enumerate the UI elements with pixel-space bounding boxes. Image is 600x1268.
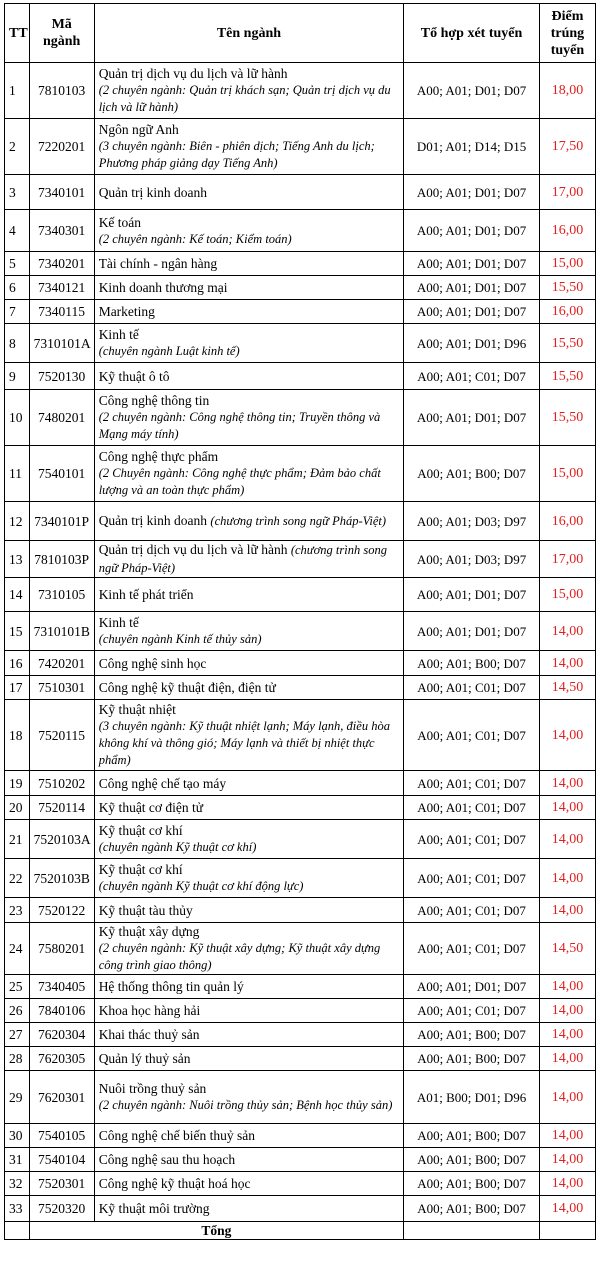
specialization-note: (2 chuyên ngành: Kỹ thuật xây dựng; Kỹ thuật xây dựng công trình giao thông) <box>98 941 381 972</box>
major-code: 7340201 <box>29 252 94 276</box>
major-name: Công nghệ sinh học <box>98 655 207 671</box>
major-name-cell <box>94 446 404 502</box>
table-row <box>5 999 596 1023</box>
major-name: Kỹ thuật cơ khí <box>98 862 183 877</box>
major-code: 7310101B <box>29 612 94 651</box>
subject-combination: A00; A01; C01; D07 <box>404 676 540 700</box>
subject-combination: A00; A01; B00; D07 <box>404 1023 540 1047</box>
specialization-note: (chuyên ngành Kỹ thuật cơ khí động lực) <box>98 879 304 893</box>
row-number: 32 <box>5 1172 30 1196</box>
major-name-cell <box>94 119 404 175</box>
table-row <box>5 700 596 771</box>
major-name: Công nghệ chế tạo máy <box>98 775 227 791</box>
major-name-cell <box>94 578 404 612</box>
subject-combination: A00; A01; C01; D07 <box>404 859 540 898</box>
admission-score: 16,00 <box>539 300 595 324</box>
subject-combination: A00; A01; B00; D07 <box>404 1124 540 1148</box>
header-tt: TT <box>5 4 30 63</box>
major-name-cell <box>94 390 404 446</box>
admission-score: 14,00 <box>539 612 595 651</box>
major-name-cell <box>94 252 404 276</box>
admission-score: 14,00 <box>539 859 595 898</box>
row-number: 22 <box>5 859 30 898</box>
row-number: 19 <box>5 771 30 796</box>
major-name-cell <box>94 820 404 859</box>
subject-combination: A00; A01; D01; D07 <box>404 300 540 324</box>
table-row <box>5 1047 596 1071</box>
specialization-note: (chuyên ngành Kỹ thuật cơ khí) <box>98 840 257 854</box>
major-name-cell <box>94 300 404 324</box>
major-code: 7620305 <box>29 1047 94 1071</box>
row-number: 23 <box>5 898 30 923</box>
subject-combination: A00; A01; B00; D07 <box>404 1196 540 1222</box>
major-name-cell <box>94 975 404 999</box>
total-score-blank <box>539 1222 595 1240</box>
header-row <box>5 4 596 63</box>
admission-score: 14,00 <box>539 1071 595 1124</box>
table-row <box>5 276 596 300</box>
table-row <box>5 63 596 119</box>
subject-combination: A00; A01; D01; D07 <box>404 175 540 210</box>
row-number: 1 <box>5 63 30 119</box>
table-row <box>5 676 596 700</box>
subject-combination: A00; A01; B00; D07 <box>404 1172 540 1196</box>
major-name-cell <box>94 1196 404 1222</box>
major-name: Khai thác thuỷ sản <box>98 1027 200 1042</box>
major-name: Quản trị dịch vụ du lịch và lữ hành <box>98 542 288 557</box>
major-name-cell <box>94 771 404 796</box>
major-code: 7340115 <box>29 300 94 324</box>
major-name: Kỹ thuật xây dựng <box>98 924 200 939</box>
major-name: Ngôn ngữ Anh <box>98 122 179 137</box>
subject-combination: A00; A01; D01; D07 <box>404 63 540 119</box>
major-name-cell <box>94 276 404 300</box>
row-number: 15 <box>5 612 30 651</box>
specialization-note: (2 chuyên ngành: Quản trị khách sạn; Quản trị dịch vụ du lịch và lữ hành) <box>98 83 391 114</box>
admission-score: 14,00 <box>539 1023 595 1047</box>
table-row <box>5 612 596 651</box>
major-code: 7620304 <box>29 1023 94 1047</box>
major-code: 7520301 <box>29 1172 94 1196</box>
row-number: 18 <box>5 700 30 771</box>
major-code: 7520114 <box>29 796 94 820</box>
major-name: Kinh doanh thương mại <box>98 280 228 295</box>
major-code: 7520115 <box>29 700 94 771</box>
major-code: 7310105 <box>29 578 94 612</box>
major-name-cell <box>94 541 404 578</box>
table-row <box>5 210 596 252</box>
specialization-note: (3 chuyên ngành: Kỹ thuật nhiệt lạnh; Máy lạnh, điều hòa không khí và thông gió; Máy lạnh và thiết bị nhiệt thực phẩm) <box>98 719 390 767</box>
major-name: Tài chính - ngân hàng <box>98 256 218 271</box>
subject-combination: A00; A01; D01; D07 <box>404 252 540 276</box>
program-note: (chương trình song ngữ Pháp-Việt) <box>98 543 387 575</box>
table-row <box>5 446 596 502</box>
admission-score: 14,00 <box>539 975 595 999</box>
major-code: 7510301 <box>29 676 94 700</box>
table-row <box>5 390 596 446</box>
table-row <box>5 1148 596 1172</box>
admission-score: 14,00 <box>539 651 595 676</box>
major-name: Quản trị kinh doanh <box>98 184 208 200</box>
major-code: 7340101 <box>29 175 94 210</box>
table-row <box>5 1124 596 1148</box>
major-name: Kỹ thuật ô tô <box>98 368 170 384</box>
major-code: 7340301 <box>29 210 94 252</box>
subject-combination: A00; A01; D03; D97 <box>404 541 540 578</box>
major-name: Kế toán <box>98 214 142 230</box>
subject-combination: A01; B00; D01; D96 <box>404 1071 540 1124</box>
major-name: Kinh tế <box>98 615 139 630</box>
row-number: 26 <box>5 999 30 1023</box>
admission-score: 14,00 <box>539 999 595 1023</box>
table-row <box>5 975 596 999</box>
specialization-note: (2 Chuyên ngành: Công nghệ thực phẩm; Đảm bảo chất lượng và an toàn thực phẩm) <box>98 466 381 497</box>
row-number: 5 <box>5 252 30 276</box>
table-row <box>5 300 596 324</box>
major-code: 7520103B <box>29 859 94 898</box>
major-code: 7840106 <box>29 999 94 1023</box>
subject-combination: A00; A01; D01; D07 <box>404 578 540 612</box>
admission-score: 17,50 <box>539 119 595 175</box>
row-number: 16 <box>5 651 30 676</box>
specialization-note: (chuyên ngành Luật kinh tế) <box>98 344 240 358</box>
total-label: Tổng <box>29 1222 404 1240</box>
major-name: Công nghệ chế biến thuỷ sản <box>98 1128 256 1143</box>
major-name: Quản lý thuỷ sản <box>98 1051 191 1066</box>
table-row <box>5 820 596 859</box>
table-row <box>5 771 596 796</box>
major-name-cell <box>94 999 404 1023</box>
subject-combination: A00; A01; B00; D07 <box>404 1047 540 1071</box>
major-name-cell <box>94 1047 404 1071</box>
row-number: 30 <box>5 1124 30 1148</box>
major-name-cell <box>94 210 404 252</box>
specialization-note: (3 chuyên ngành: Biên - phiên dịch; Tiếng Anh du lịch; Phương pháp giảng dạy Tiếng Anh) <box>98 139 375 170</box>
subject-combination: A00; A01; D01; D07 <box>404 276 540 300</box>
major-name-cell <box>94 796 404 820</box>
admission-score: 15,00 <box>539 252 595 276</box>
subject-combination: A00; A01; B00; D07 <box>404 446 540 502</box>
subject-combination: A00; A01; D01; D07 <box>404 612 540 651</box>
subject-combination: A00; A01; D03; D97 <box>404 502 540 541</box>
major-name: Kỹ thuật môi trường <box>98 1201 210 1216</box>
table-row <box>5 898 596 923</box>
row-number: 21 <box>5 820 30 859</box>
admission-score: 14,00 <box>539 1047 595 1071</box>
major-name-cell <box>94 651 404 676</box>
admission-score: 14,00 <box>539 1172 595 1196</box>
subject-combination: A00; A01; C01; D07 <box>404 796 540 820</box>
major-name-cell <box>94 700 404 771</box>
row-number: 3 <box>5 175 30 210</box>
major-code: 7520122 <box>29 898 94 923</box>
major-name-cell <box>94 923 404 975</box>
major-name: Kỹ thuật cơ khí <box>98 823 183 838</box>
subject-combination: D01; A01; D14; D15 <box>404 119 540 175</box>
row-number: 33 <box>5 1196 30 1222</box>
admission-score: 14,00 <box>539 771 595 796</box>
major-name-cell <box>94 363 404 390</box>
table-row <box>5 651 596 676</box>
specialization-note: (2 chuyên ngành: Công nghệ thông tin; Truyền thông và Mạng máy tính) <box>98 410 381 441</box>
row-number: 29 <box>5 1071 30 1124</box>
row-number: 24 <box>5 923 30 975</box>
subject-combination: A00; A01; D01; D07 <box>404 975 540 999</box>
table-row <box>5 1196 596 1222</box>
major-name-cell <box>94 1172 404 1196</box>
admission-score: 16,00 <box>539 210 595 252</box>
major-name-cell <box>94 175 404 210</box>
specialization-note: (2 chuyên ngành: Kế toán; Kiểm toán) <box>98 231 292 246</box>
admission-score: 15,50 <box>539 324 595 363</box>
subject-combination: A00; A01; C01; D07 <box>404 999 540 1023</box>
major-code: 7540104 <box>29 1148 94 1172</box>
major-code: 7480201 <box>29 390 94 446</box>
total-row <box>5 1222 596 1240</box>
specialization-note: (chuyên ngành Kinh tế thủy sản) <box>98 632 262 646</box>
major-code: 7540105 <box>29 1124 94 1148</box>
major-name: Kinh tế <box>98 327 139 342</box>
major-code: 7510202 <box>29 771 94 796</box>
total-combo-blank <box>404 1222 540 1240</box>
admission-score: 15,50 <box>539 390 595 446</box>
major-name-cell <box>94 1071 404 1124</box>
major-code: 7810103P <box>29 541 94 578</box>
admission-score: 15,50 <box>539 276 595 300</box>
table-row <box>5 175 596 210</box>
table-row <box>5 363 596 390</box>
table-row <box>5 859 596 898</box>
major-name-cell <box>94 1023 404 1047</box>
major-name: Kinh tế phát triển <box>98 587 194 602</box>
admission-score: 16,00 <box>539 502 595 541</box>
admission-score: 15,00 <box>539 446 595 502</box>
subject-combination: A00; A01; C01; D07 <box>404 923 540 975</box>
specialization-note: (2 chuyên ngành: Nuôi trồng thủy sản; Bệnh học thủy sản) <box>98 1098 393 1112</box>
row-number: 13 <box>5 541 30 578</box>
row-number: 17 <box>5 676 30 700</box>
major-code: 7520103A <box>29 820 94 859</box>
table-row <box>5 119 596 175</box>
admission-score: 17,00 <box>539 541 595 578</box>
row-number: 20 <box>5 796 30 820</box>
table-row <box>5 502 596 541</box>
major-name-cell <box>94 502 404 541</box>
header-ma: Mã ngành <box>29 4 94 63</box>
major-name: Quản trị dịch vụ du lịch và lữ hành <box>98 66 288 81</box>
subject-combination: A00; A01; C01; D07 <box>404 700 540 771</box>
table-row <box>5 1071 596 1124</box>
admission-scores-table <box>4 3 596 1240</box>
major-code: 7340405 <box>29 975 94 999</box>
subject-combination: A00; A01; D01; D96 <box>404 324 540 363</box>
admission-score: 17,00 <box>539 175 595 210</box>
major-code: 7810103 <box>29 63 94 119</box>
table-row <box>5 1172 596 1196</box>
subject-combination: A00; A01; C01; D07 <box>404 771 540 796</box>
major-name: Nuôi trồng thuỷ sản <box>98 1081 207 1096</box>
major-code: 7520130 <box>29 363 94 390</box>
row-number: 6 <box>5 276 30 300</box>
major-name-cell <box>94 898 404 923</box>
major-code: 7540101 <box>29 446 94 502</box>
admission-score: 14,00 <box>539 1196 595 1222</box>
subject-combination: A00; A01; D01; D07 <box>404 390 540 446</box>
header-combo: Tổ hợp xét tuyển <box>404 4 540 63</box>
major-name: Quản trị kinh doanh <box>98 513 208 528</box>
major-name: Hệ thống thông tin quản lý <box>98 979 244 994</box>
subject-combination: A00; A01; D01; D07 <box>404 210 540 252</box>
row-number: 7 <box>5 300 30 324</box>
major-name-cell <box>94 63 404 119</box>
admission-score: 14,00 <box>539 1148 595 1172</box>
admission-score: 14,50 <box>539 676 595 700</box>
row-number: 11 <box>5 446 30 502</box>
row-number: 2 <box>5 119 30 175</box>
subject-combination: A00; A01; C01; D07 <box>404 898 540 923</box>
major-code: 7220201 <box>29 119 94 175</box>
major-name-cell <box>94 676 404 700</box>
subject-combination: A00; A01; C01; D07 <box>404 820 540 859</box>
program-note: (chương trình song ngữ Pháp-Việt) <box>210 514 387 528</box>
row-number: 10 <box>5 390 30 446</box>
major-code: 7310101A <box>29 324 94 363</box>
admission-score: 15,50 <box>539 363 595 390</box>
header-score: Điểm trúng tuyển <box>539 4 595 63</box>
row-number: 25 <box>5 975 30 999</box>
table-body <box>5 63 596 1222</box>
major-name: Công nghệ thông tin <box>98 393 210 408</box>
admission-score: 14,00 <box>539 1124 595 1148</box>
admission-score: 14,50 <box>539 923 595 975</box>
admission-score: 14,00 <box>539 898 595 923</box>
major-code: 7580201 <box>29 923 94 975</box>
row-number: 31 <box>5 1148 30 1172</box>
major-code: 7420201 <box>29 651 94 676</box>
admission-score: 14,00 <box>539 796 595 820</box>
major-name: Khoa học hàng hải <box>98 1003 201 1018</box>
row-number: 8 <box>5 324 30 363</box>
major-name-cell <box>94 1124 404 1148</box>
subject-combination: A00; A01; C01; D07 <box>404 363 540 390</box>
header-name: Tên ngành <box>94 4 404 63</box>
row-number: 9 <box>5 363 30 390</box>
subject-combination: A00; A01; B00; D07 <box>404 651 540 676</box>
admission-score: 14,00 <box>539 820 595 859</box>
row-number: 14 <box>5 578 30 612</box>
subject-combination: A00; A01; B00; D07 <box>404 1148 540 1172</box>
row-number: 27 <box>5 1023 30 1047</box>
admission-score: 14,00 <box>539 700 595 771</box>
admission-score: 15,00 <box>539 578 595 612</box>
total-blank <box>5 1222 30 1240</box>
major-name-cell <box>94 859 404 898</box>
table-row <box>5 923 596 975</box>
major-name: Công nghệ sau thu hoạch <box>98 1152 236 1167</box>
major-name: Kỹ thuật cơ điện tử <box>98 800 204 815</box>
major-name-cell <box>94 612 404 651</box>
row-number: 4 <box>5 210 30 252</box>
major-code: 7340121 <box>29 276 94 300</box>
table-row <box>5 252 596 276</box>
major-name-cell <box>94 1148 404 1172</box>
major-name: Kỹ thuật nhiệt <box>98 702 176 717</box>
admission-score: 18,00 <box>539 63 595 119</box>
table-row <box>5 541 596 578</box>
table-row <box>5 578 596 612</box>
row-number: 12 <box>5 502 30 541</box>
table-row <box>5 796 596 820</box>
major-code: 7520320 <box>29 1196 94 1222</box>
major-code: 7340101P <box>29 502 94 541</box>
major-name: Công nghệ kỹ thuật điện, điện tử <box>98 680 276 695</box>
table-row <box>5 324 596 363</box>
major-name: Kỹ thuật tàu thủy <box>98 902 193 918</box>
major-code: 7620301 <box>29 1071 94 1124</box>
major-name: Marketing <box>98 304 155 319</box>
row-number: 28 <box>5 1047 30 1071</box>
major-name: Công nghệ kỹ thuật hoá học <box>98 1176 251 1191</box>
major-name: Công nghệ thực phẩm <box>98 449 219 464</box>
table-row <box>5 1023 596 1047</box>
major-name-cell <box>94 324 404 363</box>
